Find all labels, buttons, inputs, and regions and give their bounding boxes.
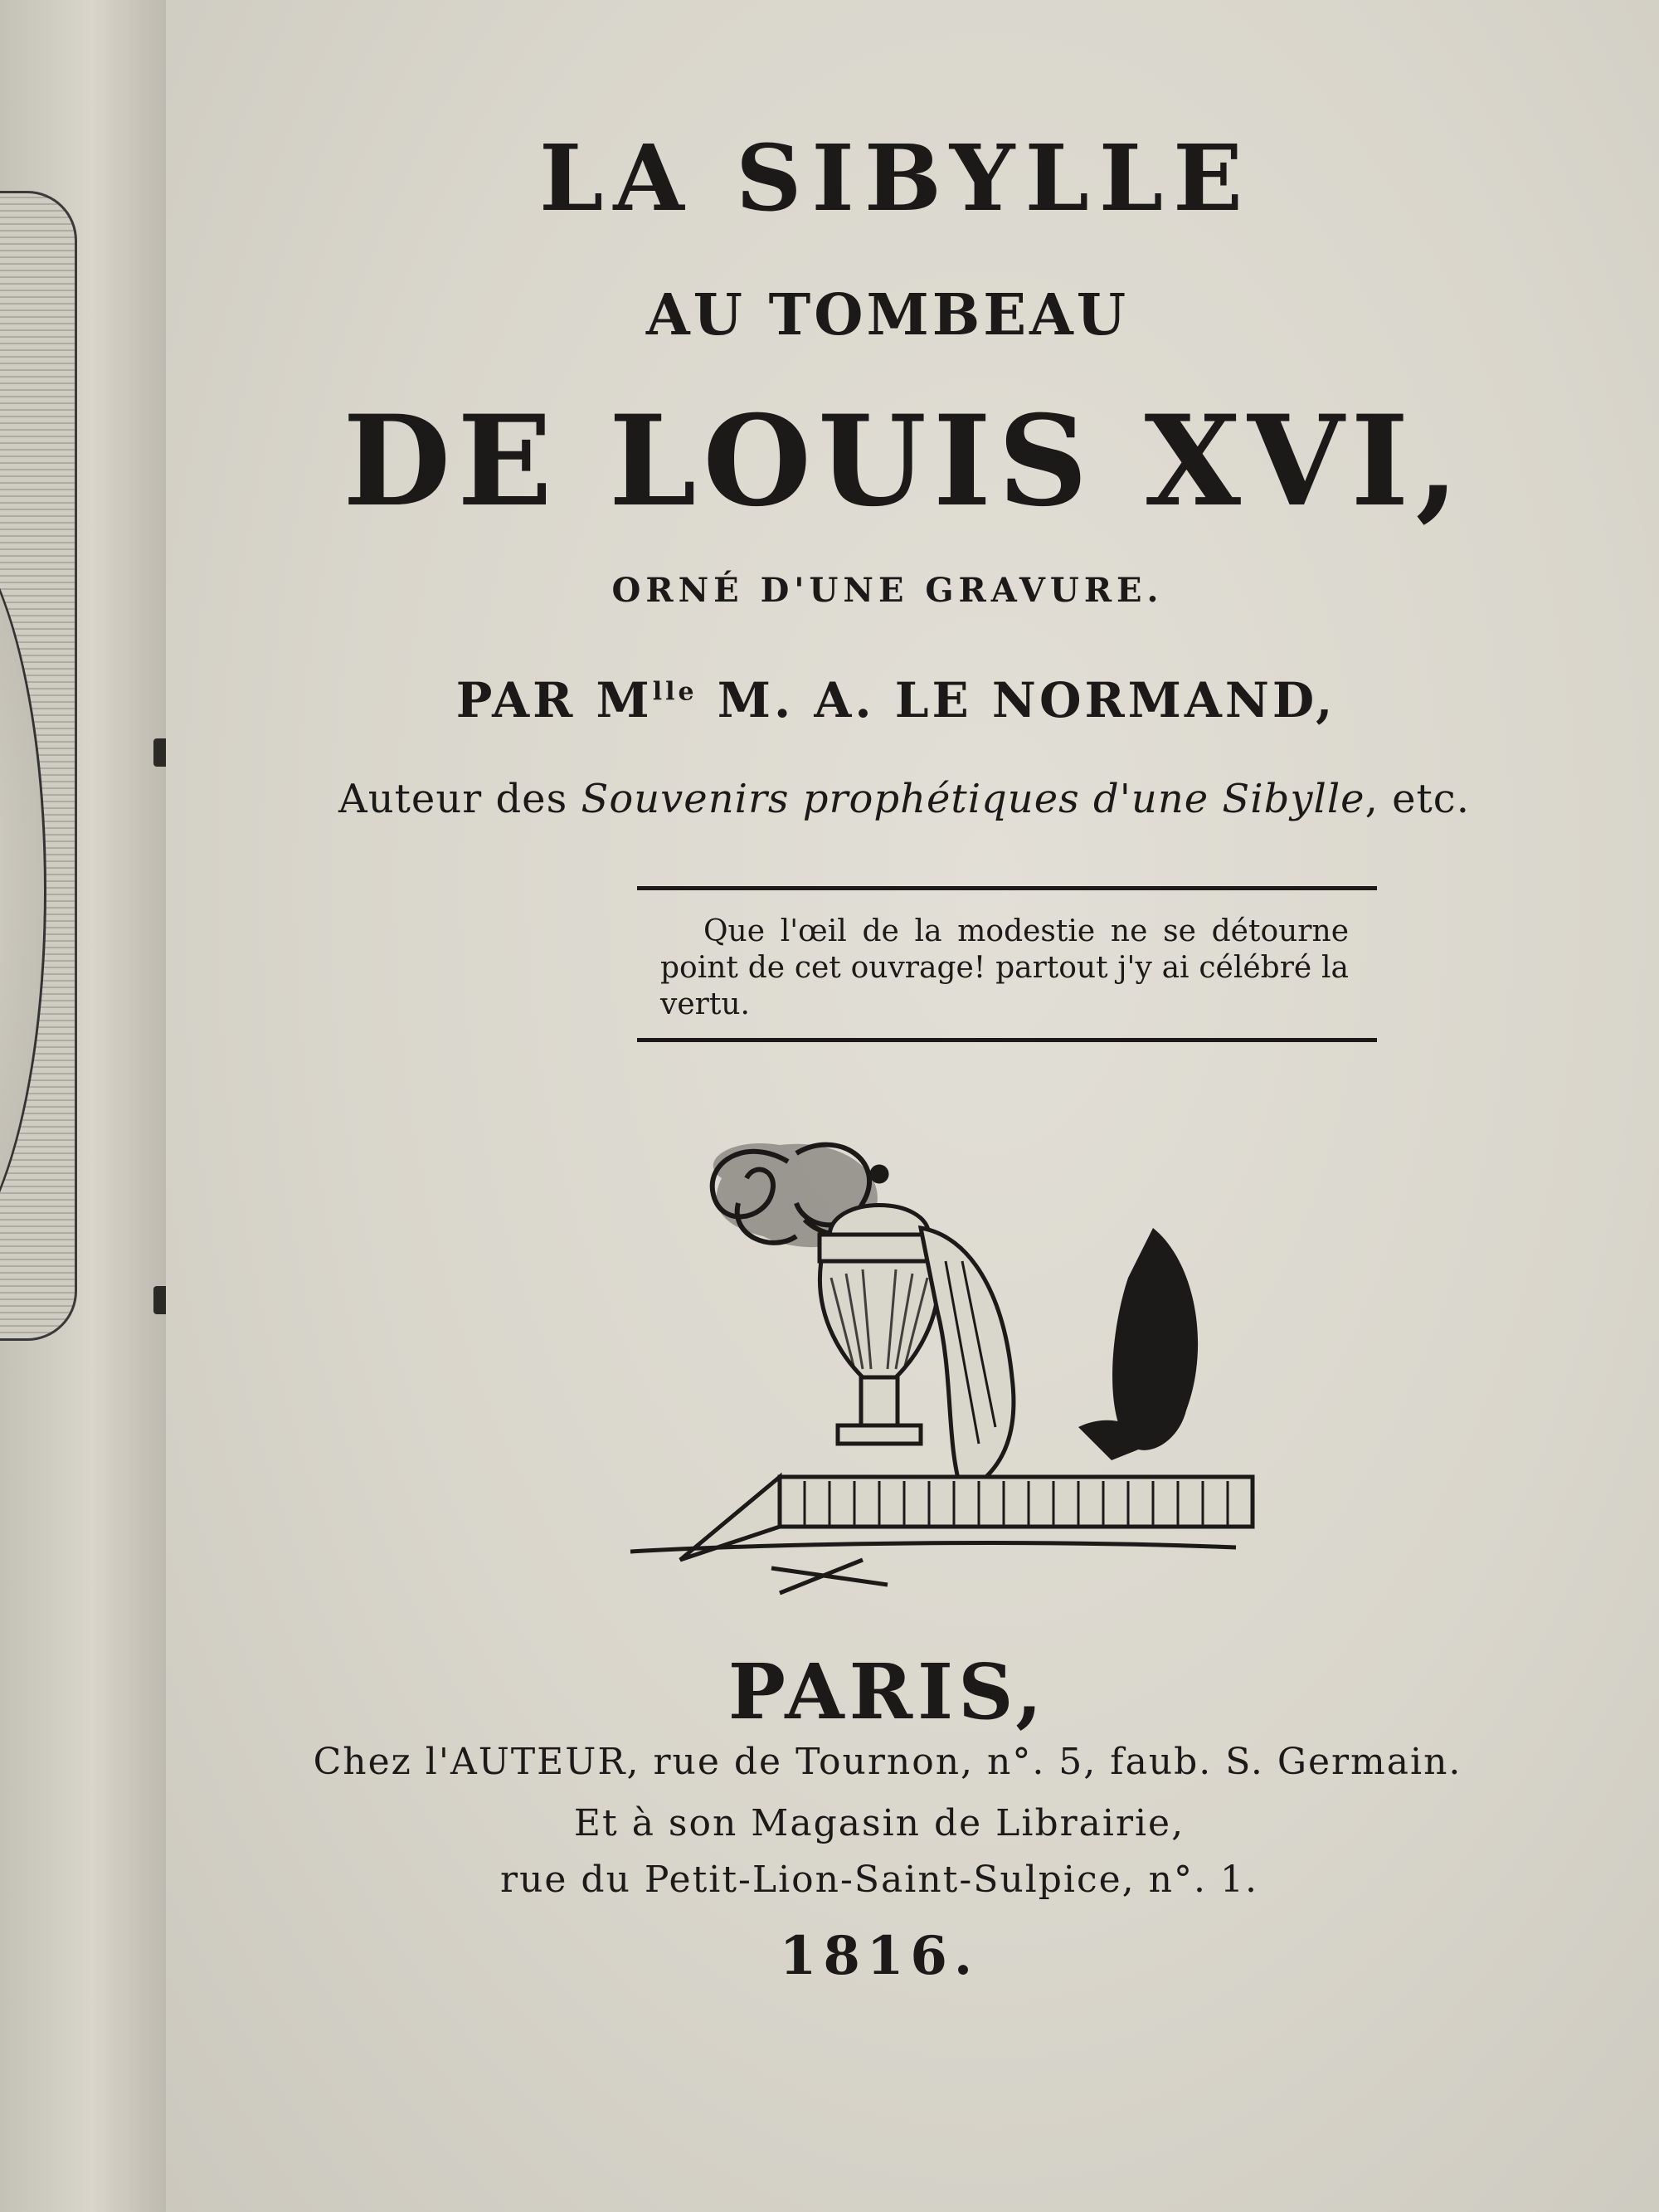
publisher-address-line-1: Chez l'AUTEUR, rue de Tournon, n°. 5, faub. S. Germain. bbox=[313, 1741, 1462, 1783]
credit-work-title: Souvenirs prophétiques d'une Sibylle bbox=[581, 776, 1365, 822]
author-line bbox=[149, 672, 1642, 728]
drape bbox=[921, 1228, 1014, 1493]
urn-tomb-engraving bbox=[614, 1128, 1360, 1610]
author-name: M. A. LE NORMAND, bbox=[697, 672, 1336, 728]
publication-year: 1816. bbox=[779, 1925, 980, 1987]
credit-suffix: , etc. bbox=[1365, 776, 1470, 822]
title-line-3: DE LOUIS XVI, bbox=[343, 388, 1466, 534]
publisher-address-line-3: rue du Petit-Lion-Saint-Sulpice, n°. 1. bbox=[500, 1859, 1258, 1901]
publisher-address-line-2: Et à son Magasin de Librairie, bbox=[573, 1802, 1185, 1844]
cypress-plant bbox=[1078, 1228, 1198, 1460]
title-line-1: LA SIBYLLE bbox=[539, 124, 1253, 231]
publication-city: PARIS, bbox=[727, 1647, 1048, 1737]
epigraph-box bbox=[637, 886, 1377, 1042]
title-page bbox=[166, 0, 1659, 2212]
author-credit bbox=[158, 776, 1651, 822]
title-line-2: AU TOMBEAU bbox=[645, 282, 1130, 348]
author-title-superscript: lle bbox=[652, 677, 698, 707]
credit-prefix: Auteur des bbox=[338, 776, 581, 822]
author-prefix: PAR M bbox=[455, 672, 653, 728]
subtitle: ORNÉ D'UNE GRAVURE. bbox=[611, 571, 1164, 610]
epigraph: Que l'œil de la modestie ne se détourne point de cet ouvrage! partout j'y ai célébré la vertu. bbox=[660, 914, 1349, 1021]
